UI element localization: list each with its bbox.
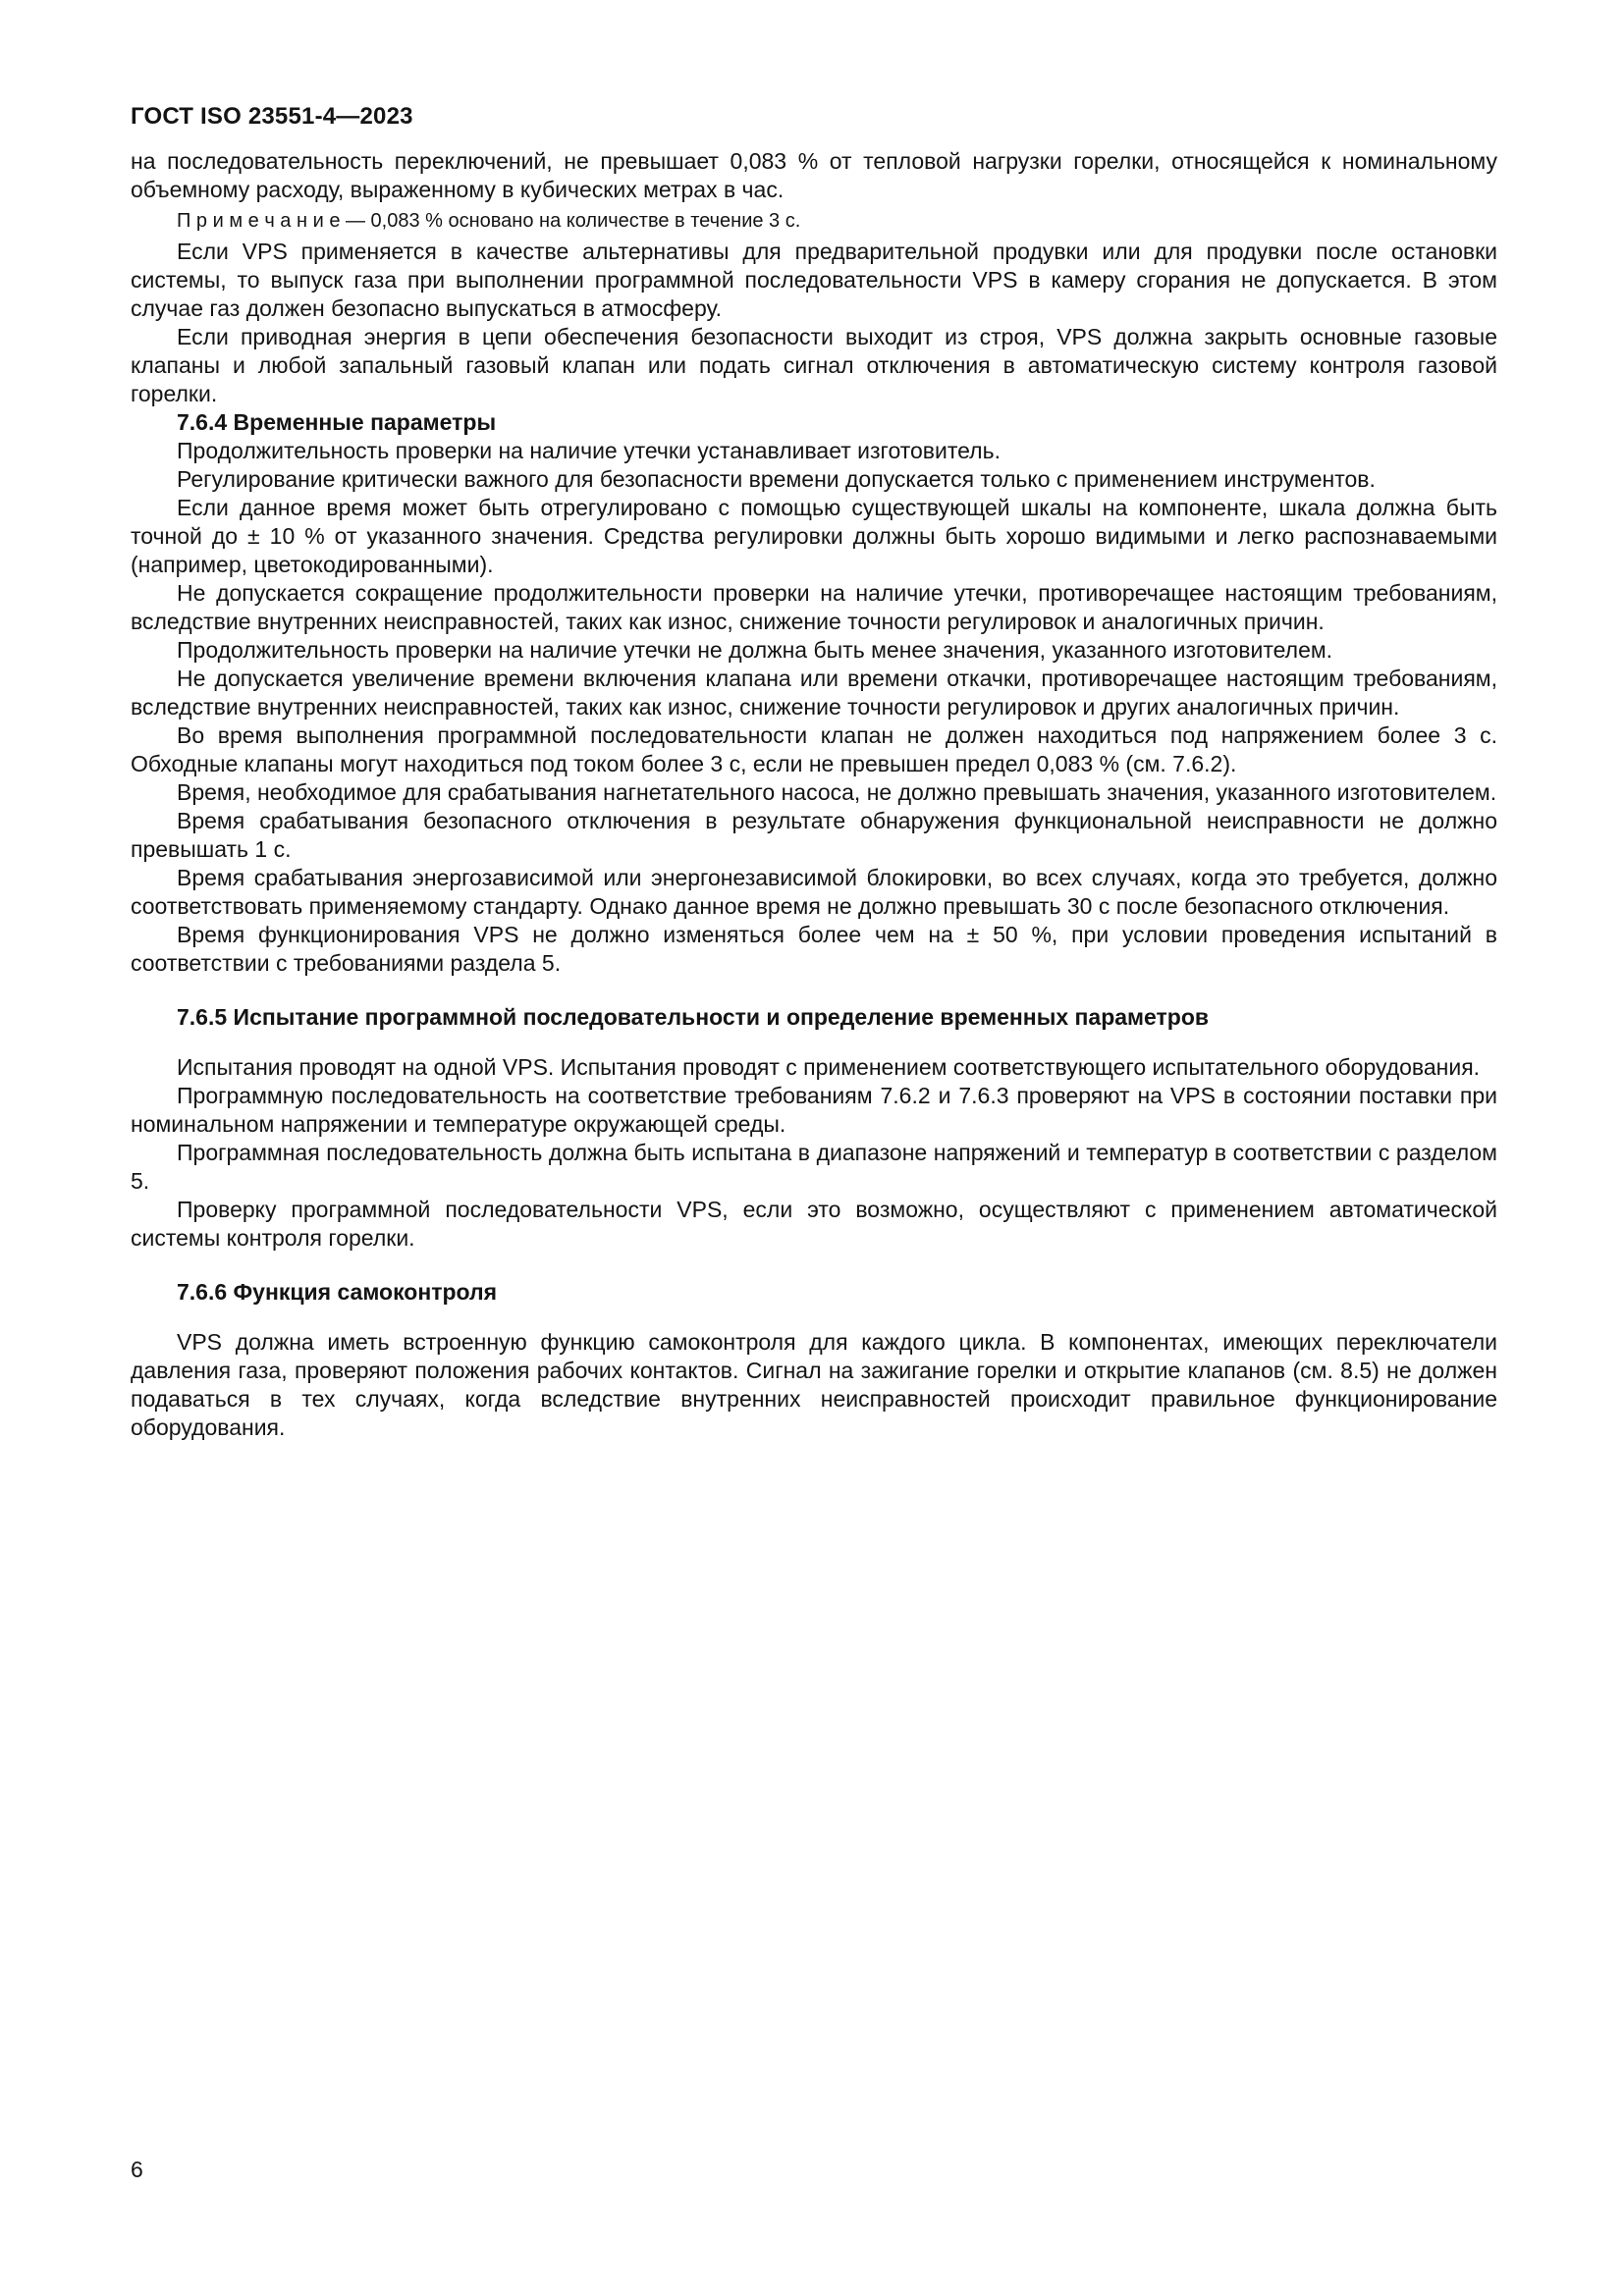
- document-header: ГОСТ ISO 23551-4—2023: [131, 103, 413, 130]
- paragraph: Регулирование критически важного для безопасности времени допускается только с применением инструментов.: [177, 466, 1376, 492]
- section-heading-7-6-4: 7.6.4 Временные параметры: [177, 409, 497, 435]
- page-number: 6: [131, 2157, 143, 2182]
- paragraph: Проверку программной последовательности VPS, если это возможно, осуществляют с применением автоматической системы контроля горелки.: [131, 1197, 1497, 1251]
- paragraph: Продолжительность проверки на наличие утечки устанавливает изготовитель.: [177, 438, 1001, 463]
- section-heading-7-6-6: 7.6.6 Функция самоконтроля: [177, 1279, 498, 1305]
- paragraph: Программную последовательность на соответствие требованиям 7.6.2 и 7.6.3 проверяют на VPS в состоянии поставки при номинальном напряжении и температуре окружающей среды.: [131, 1083, 1497, 1137]
- paragraph: Время срабатывания энергозависимой или энергонезависимой блокировки, во всех случаях, когда это требуется, должно соответствовать применяемому стандарту. Однако данное время не должно превышать 30 с после безопасного отключения.: [131, 865, 1497, 919]
- paragraph: Если данное время может быть отрегулировано с помощью существующей шкалы на компоненте, шкала должна быть точной до ± 10 % от указанного значения. Средства регулировки должны быть хорошо видимыми и легко распознаваемыми (например, цветокодированными).: [131, 495, 1497, 577]
- note-paragraph: П р и м е ч а н и е — 0,083 % основано на количестве в течение 3 с.: [177, 210, 801, 232]
- paragraph: Во время выполнения программной последовательности клапан не должен находиться под напряжением более 3 с. Обходные клапаны могут находиться под током более 3 с, если не превышен предел 0,083 % (см. 7.6.2).: [131, 722, 1497, 776]
- paragraph: Время функционирования VPS не должно изменяться более чем на ± 50 %, при условии проведения испытаний в соответствии с требованиями раздела 5.: [131, 922, 1497, 976]
- paragraph: Если VPS применяется в качестве альтернативы для предварительной продувки или для продувки после остановки системы, то выпуск газа при выполнении программной последовательности VPS в камеру сгорания не допускается. В этом случае газ должен безопасно выпускаться в атмосферу.: [131, 239, 1497, 321]
- section-heading-7-6-5: 7.6.5 Испытание программной последовательности и определение временных параметров: [177, 1004, 1210, 1030]
- document-content: [131, 104, 1497, 1442]
- paragraph: на последовательность переключений, не превышает 0,083 % от тепловой нагрузки горелки, относящейся к номинальному объемному расходу, выраженному в кубических метрах в час.: [131, 148, 1497, 202]
- paragraph: Продолжительность проверки на наличие утечки не должна быть менее значения, указанного изготовителем.: [177, 637, 1333, 663]
- paragraph: Не допускается сокращение продолжительности проверки на наличие утечки, противоречащее настоящим требованиям, вследствие внутренних неисправностей, таких как износ, снижение точности регулировок и аналогичных причин.: [131, 580, 1497, 634]
- paragraph: Не допускается увеличение времени включения клапана или времени откачки, противоречащее настоящим требованиям, вследствие внутренних неисправностей, таких как износ, снижение точности регулировок и других аналогичных причин.: [131, 666, 1497, 720]
- paragraph: VPS должна иметь встроенную функцию самоконтроля для каждого цикла. В компонентах, имеющих переключатели давления газа, проверяют положения рабочих контактов. Сигнал на зажигание горелки и открытие клапанов (см. 8.5) не должен подаваться в тех случаях, когда вследствие внутренних неисправностей происходит правильное функционирование оборудования.: [131, 1329, 1497, 1440]
- paragraph: Программная последовательность должна быть испытана в диапазоне напряжений и температур в соответствии с разделом 5.: [131, 1140, 1497, 1194]
- paragraph: Испытания проводят на одной VPS. Испытания проводят с применением соответствующего испытательного оборудования.: [177, 1054, 1481, 1080]
- paragraph: Время срабатывания безопасного отключения в результате обнаружения функциональной неисправности не должно превышать 1 с.: [131, 808, 1497, 862]
- paragraph: Если приводная энергия в цепи обеспечения безопасности выходит из строя, VPS должна закрыть основные газовые клапаны и любой запальный газовый клапан или подать сигнал отключения в автоматическую систему контроля газовой горелки.: [131, 324, 1497, 406]
- paragraph: Время, необходимое для срабатывания нагнетательного насоса, не должно превышать значения, указанного изготовителем.: [177, 779, 1497, 805]
